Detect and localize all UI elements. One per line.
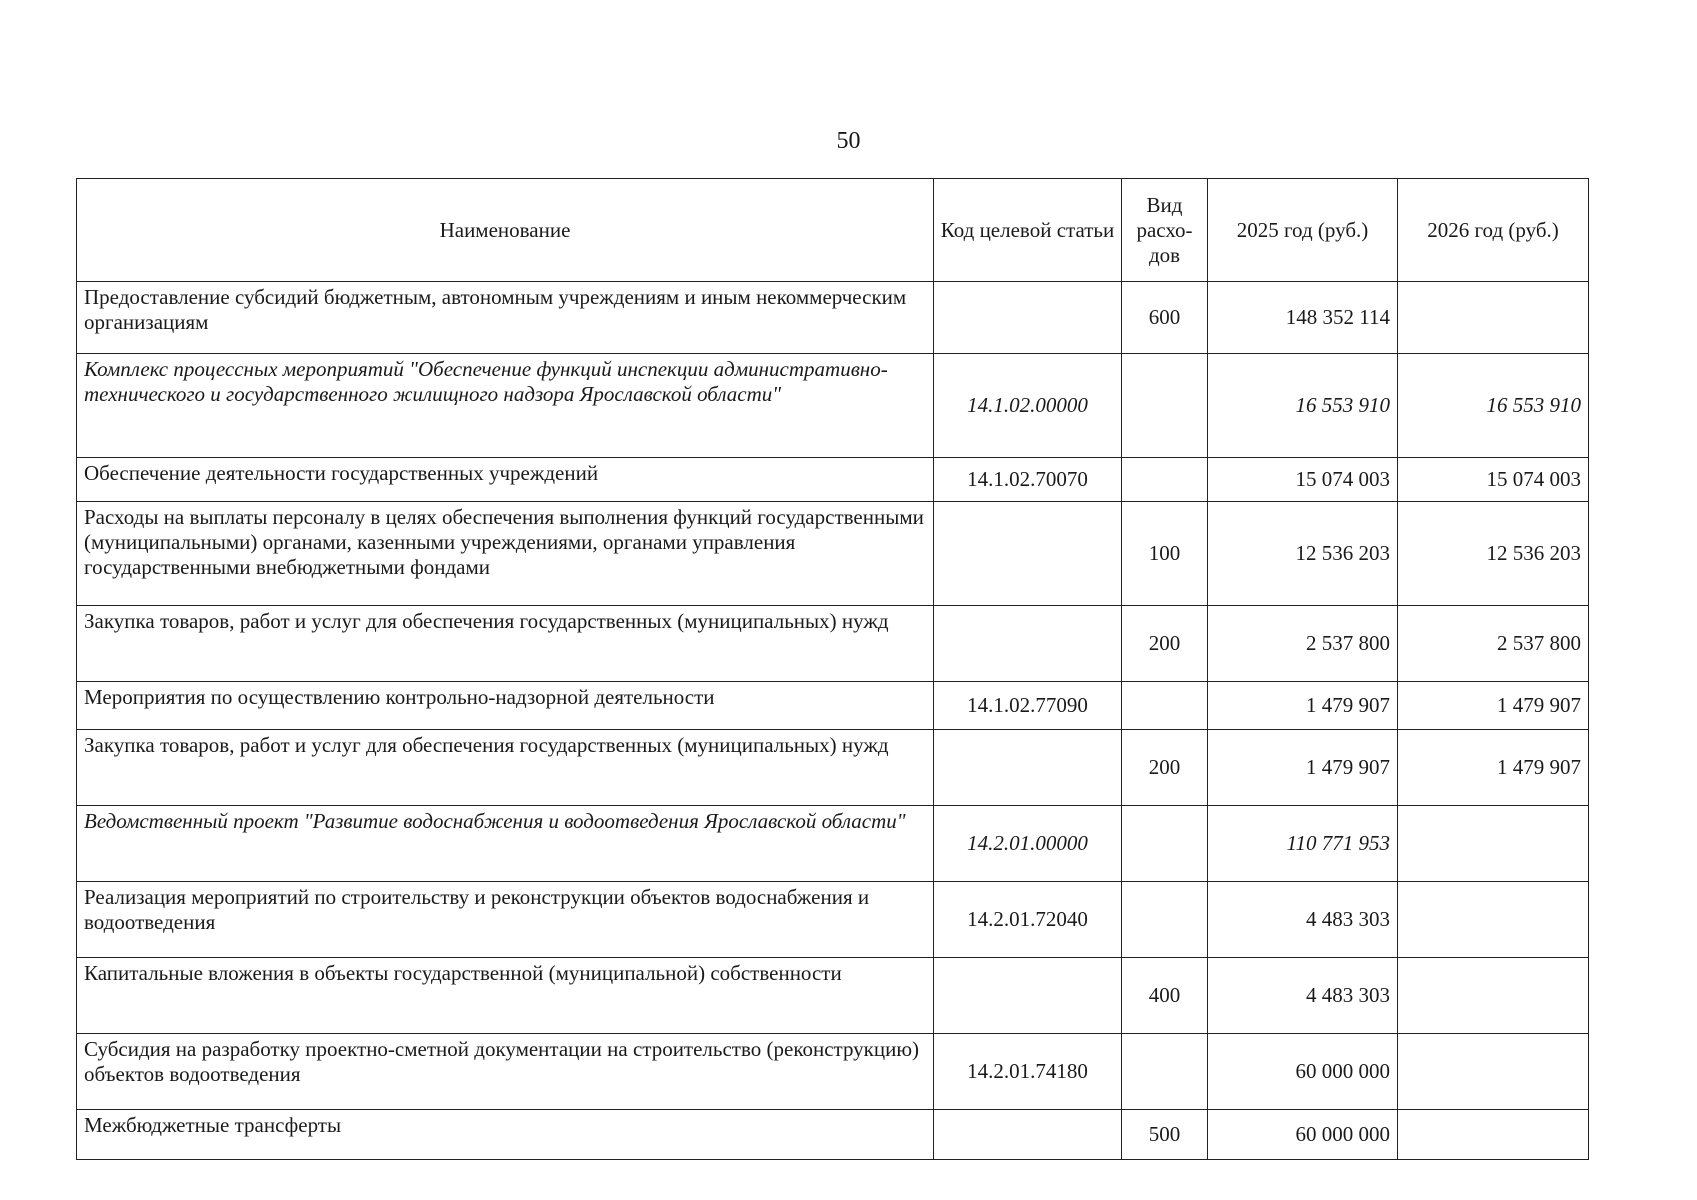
- table-row: [77, 958, 1589, 1034]
- row-code-cell: [934, 1110, 1122, 1160]
- budget-table: [76, 178, 1589, 1160]
- header-name: Наименование: [77, 179, 934, 282]
- table-row: [77, 882, 1589, 958]
- row-name-cell: Закупка товаров, работ и услуг для обеспечения государственных (муниципальных) нужд: [77, 730, 934, 806]
- row-name-cell: Расходы на выплаты персоналу в целях обеспечения выполнения функций государственными (муниципальными) органами, казенными учреждениями, органами управления государственными внебюджетными фондами: [77, 502, 934, 606]
- table-row: [77, 1110, 1589, 1160]
- row-2025-cell: 148 352 114: [1208, 282, 1398, 354]
- row-kind-cell: [1122, 806, 1208, 882]
- row-kind-cell: 200: [1122, 606, 1208, 682]
- row-kind-cell: [1122, 1034, 1208, 1110]
- row-kind-cell: 500: [1122, 1110, 1208, 1160]
- header-kind: Вид расхо-дов: [1122, 179, 1208, 282]
- row-2026-cell: [1398, 1034, 1589, 1110]
- row-2026-cell: [1398, 958, 1589, 1034]
- row-code-cell: [934, 730, 1122, 806]
- row-kind-cell: [1122, 354, 1208, 458]
- table-row: [77, 354, 1589, 458]
- row-kind-cell: [1122, 458, 1208, 502]
- row-2025-cell: 1 479 907: [1208, 682, 1398, 730]
- row-kind-cell: 400: [1122, 958, 1208, 1034]
- header-code: Код целевой статьи: [934, 179, 1122, 282]
- row-code-cell: 14.1.02.77090: [934, 682, 1122, 730]
- row-name-cell: Субсидия на разработку проектно-сметной документации на строительство (реконструкцию) объектов водоотведения: [77, 1034, 934, 1110]
- table-row: [77, 606, 1589, 682]
- table-row: [77, 1034, 1589, 1110]
- row-kind-cell: 600: [1122, 282, 1208, 354]
- table-row: [77, 282, 1589, 354]
- row-2026-cell: 15 074 003: [1398, 458, 1589, 502]
- row-name-cell: Обеспечение деятельности государственных учреждений: [77, 458, 934, 502]
- row-2026-cell: [1398, 882, 1589, 958]
- row-name-cell: Реализация мероприятий по строительству и реконструкции объектов водоснабжения и водоотведения: [77, 882, 934, 958]
- row-code-cell: 14.1.02.00000: [934, 354, 1122, 458]
- row-code-cell: 14.2.01.00000: [934, 806, 1122, 882]
- row-code-cell: [934, 606, 1122, 682]
- row-2025-cell: 4 483 303: [1208, 882, 1398, 958]
- row-2026-cell: 2 537 800: [1398, 606, 1589, 682]
- row-name-cell: Капитальные вложения в объекты государственной (муниципальной) собственности: [77, 958, 934, 1034]
- table-body: [77, 282, 1589, 1160]
- row-name-cell: Межбюджетные трансферты: [77, 1110, 934, 1160]
- row-2025-cell: 12 536 203: [1208, 502, 1398, 606]
- header-2026: 2026 год (руб.): [1398, 179, 1589, 282]
- row-2025-cell: 4 483 303: [1208, 958, 1398, 1034]
- row-name-cell: Закупка товаров, работ и услуг для обеспечения государственных (муниципальных) нужд: [77, 606, 934, 682]
- row-2025-cell: 60 000 000: [1208, 1110, 1398, 1160]
- row-2025-cell: 110 771 953: [1208, 806, 1398, 882]
- page-number: 50: [836, 128, 861, 154]
- row-2025-cell: 16 553 910: [1208, 354, 1398, 458]
- row-kind-cell: [1122, 682, 1208, 730]
- row-code-cell: 14.1.02.70070: [934, 458, 1122, 502]
- row-name-cell: Ведомственный проект "Развитие водоснабжения и водоотведения Ярославской области": [77, 806, 934, 882]
- table-header: [77, 179, 1589, 282]
- table-row: [77, 682, 1589, 730]
- row-2025-cell: 60 000 000: [1208, 1034, 1398, 1110]
- row-name-cell: Комплекс процессных мероприятий "Обеспечение функций инспекции административно-технического и государственного жилищного надзора Ярославской области": [77, 354, 934, 458]
- row-code-cell: 14.2.01.72040: [934, 882, 1122, 958]
- row-2025-cell: 1 479 907: [1208, 730, 1398, 806]
- row-name-cell: Мероприятия по осуществлению контрольно-надзорной деятельности: [77, 682, 934, 730]
- row-code-cell: [934, 502, 1122, 606]
- table-row: [77, 502, 1589, 606]
- row-2026-cell: [1398, 806, 1589, 882]
- row-2026-cell: 16 553 910: [1398, 354, 1589, 458]
- row-2025-cell: 15 074 003: [1208, 458, 1398, 502]
- row-kind-cell: [1122, 882, 1208, 958]
- row-2026-cell: 1 479 907: [1398, 730, 1589, 806]
- header-2025: 2025 год (руб.): [1208, 179, 1398, 282]
- row-2026-cell: [1398, 1110, 1589, 1160]
- table-row: [77, 730, 1589, 806]
- row-code-cell: [934, 282, 1122, 354]
- row-code-cell: 14.2.01.74180: [934, 1034, 1122, 1110]
- table-row: [77, 458, 1589, 502]
- row-2026-cell: [1398, 282, 1589, 354]
- row-kind-cell: 200: [1122, 730, 1208, 806]
- row-name-cell: Предоставление субсидий бюджетным, автономным учреждениям и иным некоммерческим организациям: [77, 282, 934, 354]
- row-kind-cell: 100: [1122, 502, 1208, 606]
- row-2026-cell: 1 479 907: [1398, 682, 1589, 730]
- row-code-cell: [934, 958, 1122, 1034]
- row-2025-cell: 2 537 800: [1208, 606, 1398, 682]
- row-2026-cell: 12 536 203: [1398, 502, 1589, 606]
- table-row: [77, 806, 1589, 882]
